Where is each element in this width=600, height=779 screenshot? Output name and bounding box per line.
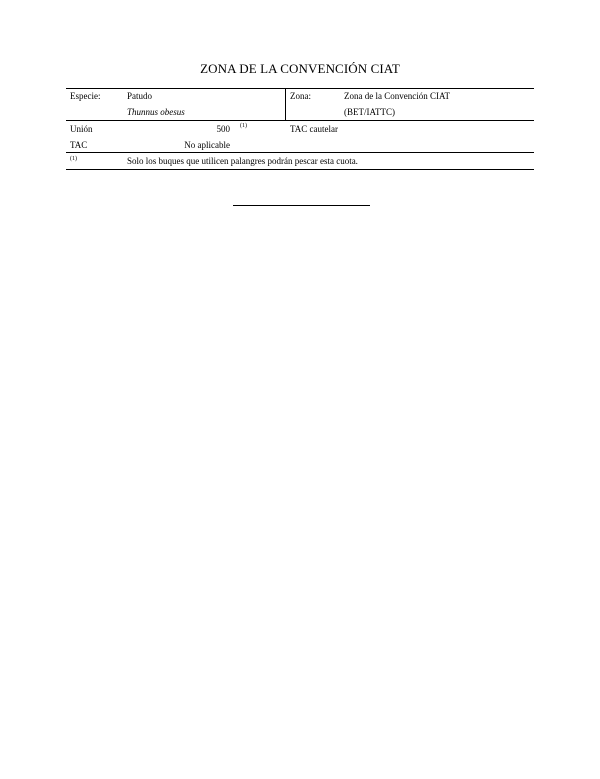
footnote-text: Solo los buques que utilicen palangres podrán pescar esta cuota. bbox=[127, 156, 358, 166]
especie-latin-name: Thunnus obesus bbox=[127, 107, 185, 117]
especie-common-name: Patudo bbox=[127, 91, 153, 101]
tac-value: No aplicable bbox=[184, 140, 230, 150]
especie-label: Especie: bbox=[70, 91, 101, 101]
zona-code: (BET/IATTC) bbox=[344, 107, 395, 117]
footnote-divider bbox=[66, 152, 534, 153]
tac-label: TAC bbox=[70, 140, 88, 150]
union-label: Unión bbox=[70, 124, 93, 134]
table-top-border bbox=[66, 88, 534, 89]
end-rule bbox=[233, 205, 370, 206]
union-value: 500 bbox=[216, 124, 230, 134]
page-title: ZONA DE LA CONVENCIÓN CIAT bbox=[200, 61, 400, 76]
union-footnote-ref: (1) bbox=[240, 123, 247, 129]
table-bottom-border bbox=[66, 169, 534, 170]
tac-cautelar-label: TAC cautelar bbox=[290, 124, 339, 134]
zona-label: Zona: bbox=[290, 91, 311, 101]
column-divider bbox=[285, 88, 286, 120]
header-divider bbox=[66, 120, 534, 121]
zona-value: Zona de la Convención CIAT bbox=[344, 91, 450, 101]
footnote-marker: (1) bbox=[70, 156, 77, 162]
